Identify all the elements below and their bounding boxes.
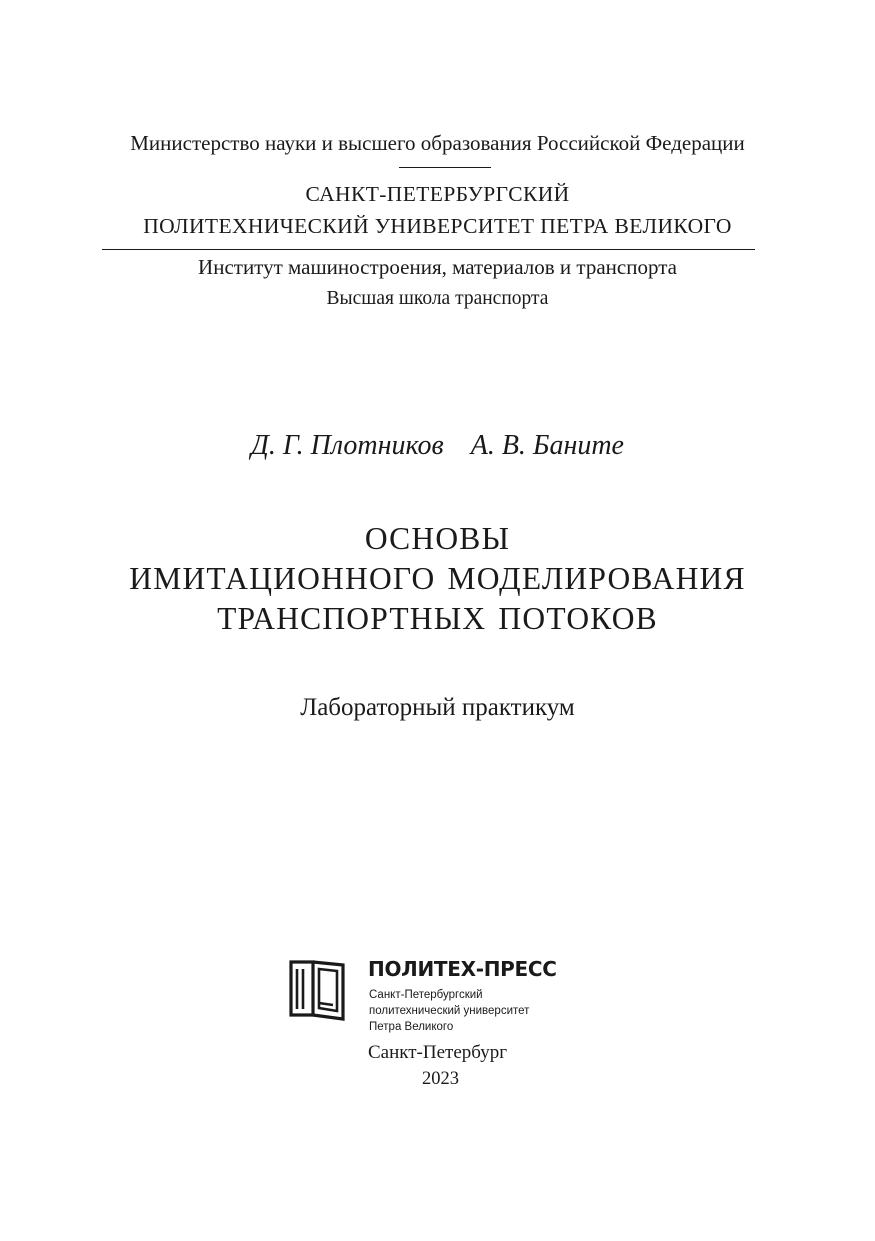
publisher-desc-line2: политехнический университет (369, 1005, 530, 1017)
publisher-block (289, 959, 589, 1039)
publisher-desc-line3: Петра Великого (369, 1021, 454, 1033)
short-divider (399, 167, 491, 168)
book-subtitle: Лабораторный практикум (300, 694, 575, 721)
university-name-line2: ПОЛИТЕХНИЧЕСКИЙ УНИВЕРСИТЕТ ПЕТРА ВЕЛИКОГО (143, 214, 732, 238)
university-name (0, 178, 875, 242)
publisher-name: ПОЛИТЕХ-ПРЕСС (368, 957, 557, 981)
publisher-description (369, 987, 529, 1035)
school-line: Высшая школа транспорта (326, 288, 549, 309)
publisher-desc-line1: Санкт-Петербургский (369, 989, 483, 1001)
university-name-line1: САНКТ-ПЕТЕРБУРГСКИЙ (305, 182, 570, 206)
book-title-line3: ТРАНСПОРТНЫХ ПОТОКОВ (217, 601, 658, 636)
imprint-city: Санкт-Петербург (368, 1042, 508, 1063)
authors (0, 430, 875, 462)
book-title-line1: ОСНОВЫ (364, 521, 511, 556)
institute-line: Институт машиностроения, материалов и транспорта (198, 255, 677, 279)
imprint-year: 2023 (422, 1069, 459, 1089)
book-title-line2: ИМИТАЦИОННОГО МОДЕЛИРОВАНИЯ (129, 561, 746, 596)
author-1: Д. Г. Плотников (251, 430, 444, 461)
book-frame-icon (289, 959, 347, 1021)
ministry-line: Министерство науки и высшего образования Российской Федерации (130, 131, 745, 155)
author-2: А. В. Баните (470, 430, 624, 461)
book-title (0, 519, 875, 639)
long-divider (102, 249, 755, 250)
